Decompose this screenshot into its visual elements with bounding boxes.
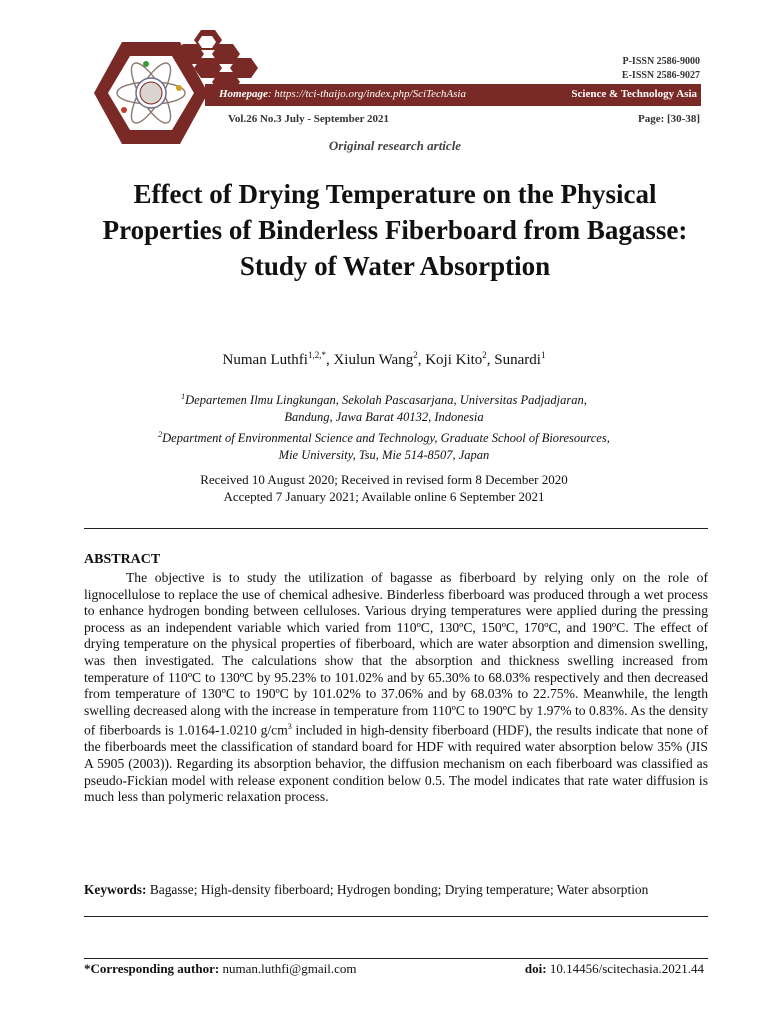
- abstract-heading: ABSTRACT: [84, 552, 161, 567]
- journal-name: Science & Technology Asia: [571, 88, 697, 100]
- author-list: [0, 350, 768, 369]
- affiliation-1-line-2: Bandung, Jawa Barat 40132, Indonesia: [284, 410, 484, 425]
- author-name: Koji Kito: [425, 352, 483, 368]
- p-issn: P-ISSN 2586-9000: [622, 56, 700, 67]
- author-separator: ,: [417, 352, 426, 368]
- homepage-label: Homepage: [219, 88, 268, 100]
- affiliation-2-line-2: Mie University, Tsu, Mie 514-8507, Japan: [278, 448, 490, 463]
- author-separator: ,: [325, 352, 334, 368]
- homepage-bar: [205, 84, 701, 106]
- abstract-body: [84, 570, 708, 806]
- author-name: Sunardi: [494, 352, 541, 368]
- author-affiliation-mark: 2: [482, 350, 487, 360]
- abstract-superscript: 3: [287, 722, 292, 732]
- homepage-url[interactable]: : https://tci-thaijo.org/index.php/SciTechAsia: [267, 88, 466, 100]
- divider-bottom: [84, 916, 708, 917]
- page-range: Page: [30-38]: [637, 113, 700, 125]
- paper-title: Effect of Drying Temperature on the Physical Properties of Binderless Fiberboard from Bagasse: Study of Water Absorption: [102, 179, 688, 281]
- affiliation-mark: 1: [181, 392, 186, 401]
- dates-accepted: Accepted 7 January 2021; Available online 6 September 2021: [223, 489, 545, 504]
- author-separator: ,: [486, 352, 495, 368]
- affiliation-text: Departemen Ilmu Lingkungan, Sekolah Pascasarjana, Universitas Padjadjaran,: [185, 393, 587, 408]
- affiliation-mark: 2: [158, 430, 163, 440]
- author-affiliation-mark: 2: [413, 350, 418, 360]
- doi: [525, 961, 704, 977]
- abstract-text: The objective is to study the utilization of bagasse as fiberboard by relying only on the role of lignocellulose to replace the use of chemical adhesive. Binderless fiberboard was produced through a wet process to enhance hydrogen bonding between celluloses. Various drying temperatures were applied during the pressing process as an independent variable which varied from 110ºC, 130ºC, 150ºC, 170ºC, and 190ºC. The effect of drying temperature on the physical properties of fiberboard, which are water absorption and dimension swelling, was then investigated. The calculations show that the absorption and thickness swelling increased from temperature of 110ºC to 130ºC by 95.23% to 101.02% and by 65.30% to 68.03% respectively and then decreased from temperature of 130ºC to 190ºC by 101.02% to 37.06% and by 68.03% to 22.75%. Meanwhile, the length swelling decreased along with the increase in temperature from 110ºC to 190ºC by 1.97% to 0.83%. As the density of fiberboards is 1.0164-1.0210 g/cm: [84, 570, 708, 738]
- article-dates: [0, 471, 768, 505]
- homepage-text: [219, 88, 466, 100]
- corresponding-label: *Corresponding author:: [84, 961, 220, 976]
- author-affiliation-mark: 1: [540, 350, 546, 360]
- affiliation-1-line-1: [0, 388, 768, 409]
- keywords: [84, 882, 708, 898]
- author-name: Xiulun Wang: [333, 352, 414, 368]
- doi-label: doi:: [524, 961, 547, 976]
- affiliations: [0, 388, 768, 464]
- affiliation-text: Department of Environmental Science and Technology, Graduate School of Bioresources,: [162, 431, 610, 446]
- e-issn: E-ISSN 2586-9027: [621, 70, 700, 81]
- author-affiliation-mark: 1,2,*: [307, 350, 326, 360]
- doi-value[interactable]: 10.14456/scitechasia.2021.44: [546, 961, 704, 976]
- corresponding-email[interactable]: numan.luthfi@gmail.com: [219, 961, 357, 976]
- article-type: Original research article: [328, 138, 462, 153]
- dates-received: Received 10 August 2020; Received in revised form 8 December 2020: [200, 472, 568, 487]
- volume-issue: Vol.26 No.3 July - September 2021: [228, 113, 390, 125]
- keywords-label: Keywords:: [84, 882, 147, 897]
- author-name: Numan Luthfi: [222, 352, 308, 368]
- corresponding-author: [84, 961, 356, 977]
- abstract-text-cont: included in high-density fiberboard (HDF), the results indicate that none of the fiberboards meet the classification of standard board for HDF with required water absorption below 35% (JIS A 5905 (2003)). Regarding its absorption behavior, the diffusion mechanism on each fiberboard was classified as pseudo-Fickian model with release exponent condition below 0.5. The model indicates that rate water diffusion is much less than polymeric relaxation process.: [84, 722, 708, 805]
- footer: [84, 958, 708, 982]
- divider-top: [84, 528, 708, 529]
- affiliation-2-line-1: [0, 426, 768, 447]
- keywords-list: Bagasse; High-density fiberboard; Hydrogen bonding; Drying temperature; Water absorption: [146, 882, 649, 897]
